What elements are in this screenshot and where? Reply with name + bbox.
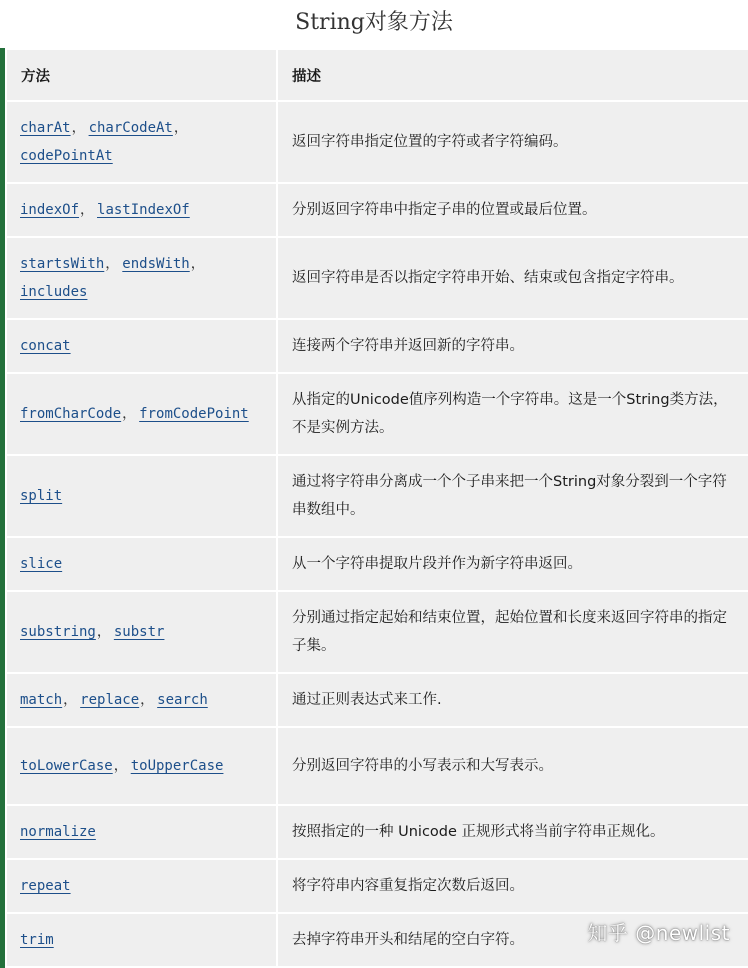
method-link[interactable]: startsWith	[20, 256, 105, 272]
method-link[interactable]: match	[20, 692, 63, 708]
table-row	[6, 319, 748, 373]
table-row	[6, 591, 748, 673]
method-names-cell	[6, 373, 277, 455]
method-link[interactable]: trim	[20, 932, 54, 948]
method-names-cell	[6, 237, 277, 319]
separator: ，	[63, 692, 78, 708]
table-row	[6, 373, 748, 455]
method-description-cell: 从指定的Unicode值序列构造一个字符串。这是一个String类方法，不是实例方法。	[277, 373, 748, 455]
method-link[interactable]: substring	[20, 624, 96, 640]
method-names-cell	[6, 805, 277, 859]
method-link[interactable]: endsWith	[122, 256, 190, 272]
method-names-cell	[6, 591, 277, 673]
method-description-cell: 返回字符串是否以指定字符串开始、结束或包含指定字符串。	[277, 237, 748, 319]
method-description-cell: 将字符串内容重复指定次数后返回。	[277, 859, 748, 913]
table-row	[6, 537, 748, 591]
method-link[interactable]: slice	[20, 556, 63, 572]
table-row	[6, 183, 748, 237]
separator: ，	[105, 256, 120, 272]
method-names-cell	[6, 859, 277, 913]
method-names-cell	[6, 455, 277, 537]
separator: ，	[113, 758, 128, 774]
method-link[interactable]: replace	[80, 692, 140, 708]
method-link[interactable]: fromCharCode	[20, 406, 122, 422]
method-link[interactable]: charAt	[20, 120, 71, 136]
separator: ，	[80, 202, 95, 218]
method-names-cell	[6, 673, 277, 727]
table-row	[6, 859, 748, 913]
method-link[interactable]: indexOf	[20, 202, 80, 218]
method-link[interactable]: search	[157, 692, 208, 708]
method-link[interactable]: substr	[113, 624, 165, 640]
table-body	[6, 101, 748, 967]
separator: ，	[122, 406, 137, 422]
separator: ，	[96, 624, 111, 640]
method-link[interactable]: normalize	[20, 824, 96, 840]
method-link[interactable]: includes	[20, 284, 88, 300]
method-description-cell: 通过将字符串分离成一个个子串来把一个String对象分裂到一个字符串数组中。	[277, 455, 748, 537]
method-names-cell	[6, 727, 277, 805]
separator: ，	[190, 256, 205, 272]
method-description-cell: 分别返回字符串的小写表示和大写表示。	[277, 727, 748, 805]
table-row	[6, 805, 748, 859]
method-link[interactable]: repeat	[20, 878, 71, 894]
table-row	[6, 673, 748, 727]
string-methods-table	[5, 48, 748, 968]
separator: ，	[173, 120, 188, 136]
method-names-cell	[6, 537, 277, 591]
method-link[interactable]: toLowerCase	[20, 758, 113, 774]
page-title: String对象方法	[295, 10, 453, 35]
separator: ，	[140, 692, 155, 708]
method-link[interactable]: lastIndexOf	[97, 202, 190, 218]
method-description-cell: 分别通过指定起始和结束位置，起始位置和长度来返回字符串的指定子集。	[277, 591, 748, 673]
method-link[interactable]: toUpperCase	[130, 758, 224, 774]
method-names-cell	[6, 319, 277, 373]
method-link[interactable]: concat	[20, 338, 71, 354]
method-names-cell	[6, 183, 277, 237]
method-link[interactable]: codePointAt	[20, 148, 113, 164]
table-row	[6, 455, 748, 537]
method-link[interactable]: charCodeAt	[88, 120, 173, 136]
method-description-cell: 按照指定的一种 Unicode 正规形式将当前字符串正规化。	[277, 805, 748, 859]
method-description-cell: 去掉字符串开头和结尾的空白字符。	[277, 913, 748, 967]
method-link[interactable]: fromCodePoint	[139, 406, 249, 422]
method-description-cell: 分别返回字符串中指定子串的位置或最后位置。	[277, 183, 748, 237]
method-names-cell	[6, 101, 277, 183]
method-description-cell: 返回字符串指定位置的字符或者字符编码。	[277, 101, 748, 183]
header-description: 描述	[277, 49, 748, 101]
method-names-cell	[6, 913, 277, 967]
table-row	[6, 101, 748, 183]
header-methods: 方法	[6, 49, 277, 101]
method-description-cell: 连接两个字符串并返回新的字符串。	[277, 319, 748, 373]
method-link[interactable]: split	[20, 488, 63, 504]
separator: ，	[71, 120, 86, 136]
watermark: 知乎 @newlist	[587, 921, 730, 945]
method-description-cell: 从一个字符串提取片段并作为新字符串返回。	[277, 537, 748, 591]
table-row	[6, 727, 748, 805]
table-row	[6, 237, 748, 319]
table-header-row	[6, 49, 748, 101]
methods-table-container	[0, 48, 748, 968]
method-description-cell: 通过正则表达式来工作.	[277, 673, 748, 727]
